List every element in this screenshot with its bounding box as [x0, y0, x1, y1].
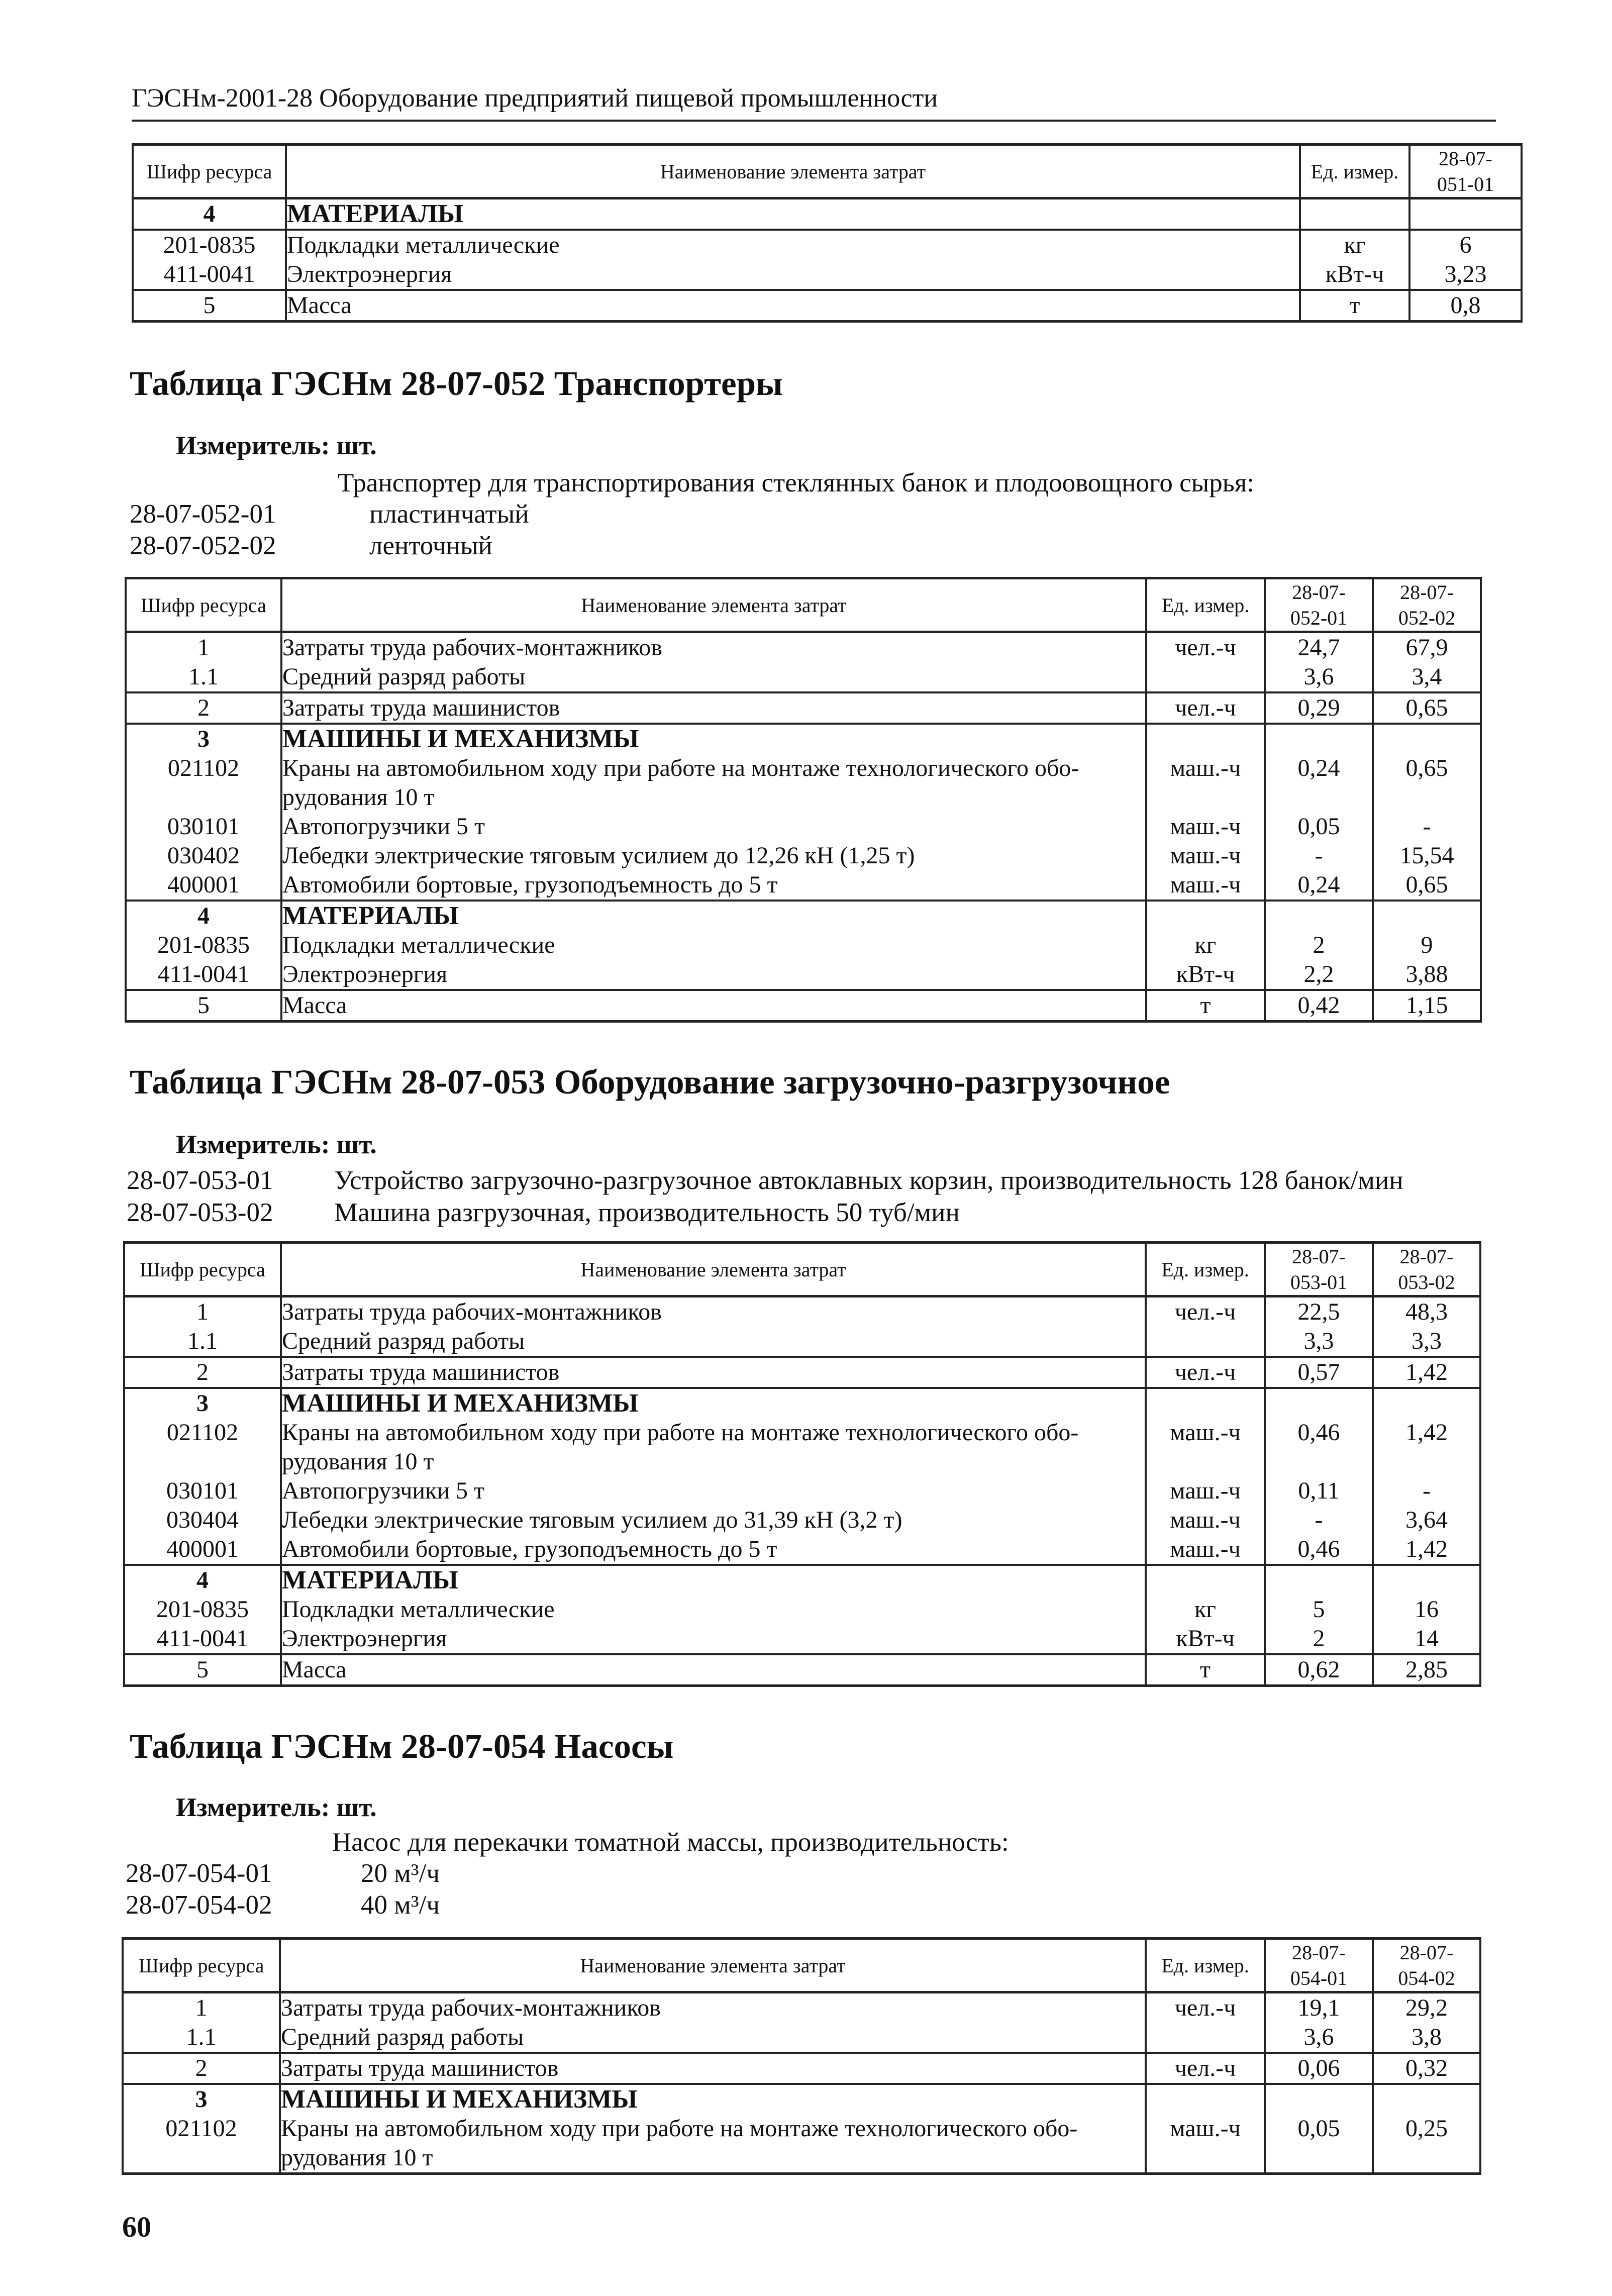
- unit-of-measure: кВт-ч: [1300, 260, 1409, 290]
- unit-of-measure: кг: [1146, 1595, 1265, 1624]
- unit-of-measure: [1146, 1327, 1265, 1357]
- table-row: [123, 2023, 1480, 2053]
- unit-of-measure: [1146, 2084, 1265, 2114]
- cost-item-name: [281, 1506, 1146, 1535]
- unit-of-measure: чел.-ч: [1146, 1357, 1265, 1388]
- norm-value: 0,05: [1265, 812, 1373, 841]
- table-row: [124, 1296, 1480, 1327]
- unit-of-measure: чел.-ч: [1146, 632, 1265, 663]
- table-row: [124, 1506, 1480, 1535]
- norm-value: 24,7: [1265, 632, 1373, 663]
- cost-item-name-line: Затраты труда машинистов: [281, 2055, 559, 2081]
- cost-item-name: [280, 2023, 1146, 2053]
- cost-item-name-line: рудования 10 т: [282, 784, 435, 811]
- header-code: Шифр ресурса: [126, 578, 281, 632]
- header-col-code-line: 28-07-: [1439, 147, 1492, 170]
- cost-item-name-line: Масса: [287, 292, 352, 319]
- unit-of-measure: маш.-ч: [1146, 1476, 1265, 1506]
- norm-value: -: [1373, 812, 1481, 841]
- cost-item-name-line: рудования 10 т: [282, 1448, 434, 1475]
- norm-value: 67,9: [1373, 632, 1481, 663]
- resource-code: 021102: [124, 1418, 281, 1476]
- cost-item-name: [281, 632, 1146, 663]
- resource-code: 2: [124, 1357, 281, 1388]
- item-code-053-01: 28-07-053-01: [127, 1166, 273, 1195]
- norm-value: 0,65: [1373, 692, 1481, 724]
- resource-code: 201-0835: [126, 931, 281, 960]
- table-row: [126, 960, 1481, 990]
- cost-item-name-line: Электроэнергия: [282, 1625, 447, 1652]
- norm-value: 3,3: [1265, 1327, 1373, 1357]
- group-heading: [281, 1388, 1146, 1418]
- norm-value: 9: [1373, 931, 1481, 960]
- header-name: Наименование элемента затрат: [286, 145, 1300, 198]
- cost-item-name-line: Затраты труда рабочих-монтажников: [282, 634, 662, 661]
- header-unit: Ед. измер.: [1146, 1939, 1265, 1992]
- cost-item-name-line: МАШИНЫ И МЕХАНИЗМЫ: [282, 1389, 639, 1418]
- header-col-code: [1265, 1243, 1373, 1296]
- norm-value: 0,29: [1265, 692, 1373, 724]
- table-052: [125, 577, 1482, 1023]
- item-text-053-02: Машина разгрузочная, производительность 50 туб/мин: [334, 1198, 960, 1227]
- norm-value: 2,85: [1373, 1654, 1480, 1686]
- norm-value: [1409, 198, 1522, 230]
- cost-item-name-line: Краны на автомобильном ходу при работе на монтаже технологического обо-: [282, 755, 1079, 781]
- table-row: [133, 230, 1522, 260]
- header-col-code: [1265, 1939, 1373, 1992]
- resource-code: 3: [123, 2084, 280, 2114]
- header-col-code: [1373, 1243, 1480, 1296]
- resource-code: 030404: [124, 1506, 281, 1535]
- cost-item-name-line: МАТЕРИАЛЫ: [282, 1566, 458, 1594]
- table-row: [126, 724, 1481, 754]
- norm-value: 3,6: [1265, 2023, 1373, 2053]
- norm-value: 22,5: [1265, 1296, 1373, 1327]
- header-col-code-line: 053-02: [1398, 1271, 1455, 1293]
- item-text-052-02: ленточный: [369, 531, 492, 560]
- resource-code: 400001: [126, 870, 281, 901]
- unit-of-measure: кВт-ч: [1146, 960, 1265, 990]
- cost-item-name-line: Средний разряд работы: [281, 2024, 524, 2050]
- cost-item-name-line: Автопогрузчики 5 т: [282, 1477, 485, 1504]
- norm-value: 0,46: [1265, 1535, 1373, 1565]
- norm-value: 0,65: [1373, 870, 1481, 901]
- cost-item-name-line: МАШИНЫ И МЕХАНИЗМЫ: [281, 2085, 638, 2114]
- resource-code: 021102: [126, 754, 281, 812]
- norm-value: [1265, 2084, 1373, 2114]
- header-name: Наименование элемента затрат: [280, 1939, 1146, 1992]
- unit-of-measure: [1146, 1565, 1265, 1595]
- cost-item-name: [281, 870, 1146, 901]
- table-row: [126, 990, 1481, 1022]
- norm-value: 29,2: [1373, 1992, 1480, 2023]
- cost-item-name-line: Затраты труда рабочих-монтажников: [281, 1994, 661, 2021]
- unit-of-measure: маш.-ч: [1146, 1418, 1265, 1476]
- group-heading: [281, 1565, 1146, 1595]
- norm-value: 0,57: [1265, 1357, 1373, 1388]
- table-row: [133, 260, 1522, 290]
- resource-code: 4: [133, 198, 286, 230]
- unit-of-measure: чел.-ч: [1146, 692, 1265, 724]
- unit-of-measure: маш.-ч: [1146, 1506, 1265, 1535]
- norm-value: 3,64: [1373, 1506, 1480, 1535]
- header-code: Шифр ресурса: [133, 145, 286, 198]
- table-054: [122, 1937, 1481, 2175]
- unit-of-measure: маш.-ч: [1146, 2114, 1265, 2174]
- cost-item-name: [280, 2114, 1146, 2174]
- norm-value: 14: [1373, 1624, 1480, 1654]
- norm-value: -: [1373, 1476, 1480, 1506]
- table-row: [124, 1624, 1480, 1654]
- norm-value: 3,6: [1265, 662, 1373, 692]
- table-header-row: [133, 145, 1522, 198]
- cost-item-name: [281, 1654, 1146, 1686]
- running-head: ГЭСНм-2001-28 Оборудование предприятий пищевой промышленности: [132, 79, 1496, 122]
- header-col-code: [1373, 578, 1481, 632]
- unit-of-measure: маш.-ч: [1146, 841, 1265, 870]
- norm-value: 15,54: [1373, 841, 1481, 870]
- cost-item-name: [281, 1535, 1146, 1565]
- header-col-code-line: 053-01: [1290, 1271, 1348, 1293]
- header-unit: Ед. измер.: [1300, 145, 1409, 198]
- header-col-code-line: 28-07-: [1292, 1941, 1346, 1964]
- table-row: [124, 1565, 1480, 1595]
- unit-of-measure: т: [1300, 290, 1409, 322]
- norm-value: [1373, 724, 1481, 754]
- table-row: [124, 1595, 1480, 1624]
- table-row: [123, 1992, 1480, 2023]
- resource-code: 5: [133, 290, 286, 322]
- unit-of-measure: кг: [1146, 931, 1265, 960]
- group-heading: [280, 2084, 1146, 2114]
- table-row: [124, 1476, 1480, 1506]
- norm-value: 1,15: [1373, 990, 1481, 1022]
- intro-054: Насос для перекачки томатной массы, производительность:: [332, 1828, 1009, 1857]
- resource-code: 1.1: [126, 662, 281, 692]
- norm-value: 0,46: [1265, 1418, 1373, 1476]
- norm-value: 0,8: [1409, 290, 1522, 322]
- item-code-054-01: 28-07-054-01: [126, 1859, 272, 1888]
- norm-value: 2: [1265, 1624, 1373, 1654]
- resource-code: 411-0041: [133, 260, 286, 290]
- cost-item-name-line: Подкладки металлические: [287, 232, 560, 258]
- table-row: [126, 901, 1481, 931]
- norm-value: 0,05: [1265, 2114, 1373, 2174]
- cost-item-name: [281, 1418, 1146, 1476]
- page-number: 60: [122, 2211, 151, 2243]
- header-col-code: [1409, 145, 1522, 198]
- cost-item-name-line: Краны на автомобильном ходу при работе на монтаже технологического обо-: [282, 1419, 1079, 1446]
- cost-item-name: [281, 990, 1146, 1022]
- item-text-053-01: Устройство загрузочно-разгрузочное автоклавных корзин, производительность 128 банок/мин: [334, 1166, 1403, 1195]
- cost-item-name-line: рудования 10 т: [281, 2144, 433, 2171]
- table-051-tail: [132, 143, 1523, 323]
- header-col-code-line: 054-01: [1290, 1967, 1348, 1989]
- header-name: Наименование элемента затрат: [281, 1243, 1146, 1296]
- unit-of-measure: чел.-ч: [1146, 1992, 1265, 2023]
- resource-code: 400001: [124, 1535, 281, 1565]
- norm-value: [1373, 2084, 1480, 2114]
- cost-item-name-line: Средний разряд работы: [282, 1328, 525, 1354]
- norm-value: [1265, 1388, 1373, 1418]
- norm-value: -: [1265, 841, 1373, 870]
- table-header-row: [124, 1243, 1480, 1296]
- unit-of-measure: маш.-ч: [1146, 754, 1265, 812]
- item-code-053-02: 28-07-053-02: [127, 1198, 273, 1227]
- cost-item-name: [286, 230, 1300, 260]
- table-header-row: [126, 578, 1481, 632]
- measure-053: Измеритель: шт.: [176, 1130, 377, 1159]
- resource-code: 4: [124, 1565, 281, 1595]
- resource-code: 4: [126, 901, 281, 931]
- cost-item-name-line: Электроэнергия: [282, 961, 448, 987]
- table-053: [123, 1241, 1481, 1687]
- resource-code: 030101: [124, 1476, 281, 1506]
- group-heading: [281, 724, 1146, 754]
- norm-value: 3,4: [1373, 662, 1481, 692]
- resource-code: 1.1: [123, 2023, 280, 2053]
- resource-code: 411-0041: [124, 1624, 281, 1654]
- unit-of-measure: маш.-ч: [1146, 870, 1265, 901]
- header-unit: Ед. измер.: [1146, 578, 1265, 632]
- resource-code: 1.1: [124, 1327, 281, 1357]
- header-col-code-line: 052-01: [1290, 607, 1348, 629]
- item-code-054-02: 28-07-054-02: [126, 1890, 272, 1920]
- unit-of-measure: маш.-ч: [1146, 812, 1265, 841]
- cost-item-name-line: Масса: [282, 992, 347, 1019]
- header-unit: Ед. измер.: [1146, 1243, 1265, 1296]
- section-title-053: Таблица ГЭСНм 28-07-053 Оборудование загрузочно-разгрузочное: [130, 1063, 1170, 1101]
- norm-value: 1,42: [1373, 1535, 1480, 1565]
- cost-item-name-line: Автомобили бортовые, грузоподъемность до 5 т: [282, 1536, 777, 1562]
- header-col-code-line: 28-07-: [1399, 1941, 1454, 1964]
- norm-value: 6: [1409, 230, 1522, 260]
- unit-of-measure: кг: [1300, 230, 1409, 260]
- cost-item-name-line: Подкладки металлические: [282, 932, 555, 958]
- cost-item-name-line: Лебедки электрические тяговым усилием до 31,39 кН (3,2 т): [282, 1507, 902, 1533]
- header-col-code-line: 054-02: [1398, 1967, 1455, 1989]
- table-row: [124, 1535, 1480, 1565]
- measure-052: Измеритель: шт.: [176, 431, 377, 460]
- norm-value: 5: [1265, 1595, 1373, 1624]
- resource-code: 1: [123, 1992, 280, 2023]
- table-row: [126, 812, 1481, 841]
- norm-value: 0,24: [1265, 754, 1373, 812]
- norm-value: [1265, 724, 1373, 754]
- resource-code: 3: [124, 1388, 281, 1418]
- item-code-052-02: 28-07-052-02: [130, 531, 276, 560]
- cost-item-name-line: МАТЕРИАЛЫ: [287, 199, 463, 228]
- cost-item-name-line: Подкладки металлические: [282, 1596, 555, 1623]
- cost-item-name: [286, 290, 1300, 322]
- cost-item-name-line: Затраты труда машинистов: [282, 1359, 560, 1385]
- unit-of-measure: [1300, 198, 1409, 230]
- cost-item-name: [280, 1992, 1146, 2023]
- cost-item-name: [281, 1357, 1146, 1388]
- norm-value: 3,3: [1373, 1327, 1480, 1357]
- header-col-code-line: 28-07-: [1292, 1245, 1346, 1268]
- norm-value: 3,88: [1373, 960, 1481, 990]
- cost-item-name-line: Затраты труда рабочих-монтажников: [282, 1299, 662, 1325]
- resource-code: 201-0835: [133, 230, 286, 260]
- unit-of-measure: кВт-ч: [1146, 1624, 1265, 1654]
- table-row: [123, 2084, 1480, 2114]
- header-col-code-line: 28-07-: [1399, 1245, 1454, 1268]
- resource-code: 5: [124, 1654, 281, 1686]
- table-row: [126, 841, 1481, 870]
- norm-value: [1373, 1565, 1480, 1595]
- resource-code: 411-0041: [126, 960, 281, 990]
- norm-value: 0,06: [1265, 2053, 1373, 2084]
- cost-item-name: [281, 754, 1146, 812]
- unit-of-measure: [1146, 724, 1265, 754]
- header-col-code: [1265, 578, 1373, 632]
- cost-item-name: [286, 260, 1300, 290]
- cost-item-name-line: МАШИНЫ И МЕХАНИЗМЫ: [282, 725, 639, 753]
- resource-code: 3: [126, 724, 281, 754]
- cost-item-name-line: Автомобили бортовые, грузоподъемность до 5 т: [282, 871, 778, 898]
- header-name: Наименование элемента затрат: [281, 578, 1146, 632]
- norm-value: 0,24: [1265, 870, 1373, 901]
- unit-of-measure: [1146, 662, 1265, 692]
- table-row: [124, 1418, 1480, 1476]
- cost-item-name-line: Автопогрузчики 5 т: [282, 813, 485, 840]
- norm-value: [1265, 1565, 1373, 1595]
- header-code: Шифр ресурса: [123, 1939, 280, 1992]
- norm-value: 0,62: [1265, 1654, 1373, 1686]
- table-row: [133, 290, 1522, 322]
- norm-value: 0,11: [1265, 1476, 1373, 1506]
- norm-value: 0,65: [1373, 754, 1481, 812]
- table-row: [123, 2114, 1480, 2174]
- table-header-row: [123, 1939, 1480, 1992]
- unit-of-measure: [1146, 901, 1265, 931]
- cost-item-name-line: Лебедки электрические тяговым усилием до 12,26 кН (1,25 т): [282, 842, 915, 869]
- unit-of-measure: т: [1146, 1654, 1265, 1686]
- cost-item-name-line: Краны на автомобильном ходу при работе на монтаже технологического обо-: [281, 2115, 1078, 2142]
- norm-value: 2,2: [1265, 960, 1373, 990]
- resource-code: 021102: [123, 2114, 280, 2174]
- resource-code: 2: [126, 692, 281, 724]
- norm-value: 0,42: [1265, 990, 1373, 1022]
- norm-value: 19,1: [1265, 1992, 1373, 2023]
- header-col-code-line: 28-07-: [1400, 581, 1454, 604]
- header-col-code-line: 28-07-: [1292, 581, 1346, 604]
- section-title-054: Таблица ГЭСНм 28-07-054 Насосы: [130, 1727, 674, 1765]
- section-title-052: Таблица ГЭСНм 28-07-052 Транспортеры: [130, 364, 783, 403]
- cost-item-name-line: Средний разряд работы: [282, 663, 526, 690]
- header-col-code-line: 051-01: [1437, 173, 1494, 195]
- table-row: [124, 1357, 1480, 1388]
- table-row: [133, 198, 1522, 230]
- header-code: Шифр ресурса: [124, 1243, 281, 1296]
- resource-code: 030101: [126, 812, 281, 841]
- cost-item-name: [280, 2053, 1146, 2084]
- item-text-054-01: 20 м³/ч: [361, 1859, 440, 1888]
- norm-value: 3,8: [1373, 2023, 1480, 2053]
- header-col-code: [1373, 1939, 1480, 1992]
- measure-054: Измеритель: шт.: [176, 1793, 377, 1822]
- table-row: [126, 931, 1481, 960]
- norm-value: 16: [1373, 1595, 1480, 1624]
- table-row: [126, 632, 1481, 663]
- unit-of-measure: [1146, 1388, 1265, 1418]
- unit-of-measure: маш.-ч: [1146, 1535, 1265, 1565]
- cost-item-name: [281, 960, 1146, 990]
- unit-of-measure: [1146, 2023, 1265, 2053]
- table-row: [126, 870, 1481, 901]
- table-row: [126, 662, 1481, 692]
- cost-item-name: [281, 692, 1146, 724]
- norm-value: 2: [1265, 931, 1373, 960]
- resource-code: 1: [124, 1296, 281, 1327]
- item-text-054-02: 40 м³/ч: [361, 1890, 440, 1920]
- cost-item-name-line: Масса: [282, 1656, 347, 1683]
- cost-item-name: [281, 1624, 1146, 1654]
- resource-code: 2: [123, 2053, 280, 2084]
- cost-item-name: [281, 812, 1146, 841]
- norm-value: [1373, 1388, 1480, 1418]
- table-row: [123, 2053, 1480, 2084]
- cost-item-name: [281, 1595, 1146, 1624]
- cost-item-name-line: Электроэнергия: [287, 261, 452, 287]
- unit-of-measure: чел.-ч: [1146, 1296, 1265, 1327]
- table-row: [126, 692, 1481, 724]
- unit-of-measure: чел.-ч: [1146, 2053, 1265, 2084]
- norm-value: [1265, 901, 1373, 931]
- resource-code: 1: [126, 632, 281, 663]
- norm-value: 1,42: [1373, 1418, 1480, 1476]
- item-text-052-01: пластинчатый: [369, 500, 529, 529]
- unit-of-measure: т: [1146, 990, 1265, 1022]
- cost-item-name: [281, 1327, 1146, 1357]
- item-code-052-01: 28-07-052-01: [130, 500, 276, 529]
- group-heading: [286, 198, 1300, 230]
- cost-item-name: [281, 931, 1146, 960]
- table-row: [126, 754, 1481, 812]
- resource-code: 030402: [126, 841, 281, 870]
- cost-item-name-line: МАТЕРИАЛЫ: [282, 902, 459, 930]
- table-row: [124, 1654, 1480, 1686]
- table-row: [124, 1388, 1480, 1418]
- norm-value: 0,32: [1373, 2053, 1480, 2084]
- resource-code: 201-0835: [124, 1595, 281, 1624]
- header-col-code-line: 052-02: [1398, 607, 1456, 629]
- norm-value: 3,23: [1409, 260, 1522, 290]
- resource-code: 5: [126, 990, 281, 1022]
- norm-value: 1,42: [1373, 1357, 1480, 1388]
- norm-value: [1373, 901, 1481, 931]
- group-heading: [281, 901, 1146, 931]
- intro-052: Транспортер для транспортирования стеклянных банок и плодоовощного сырья:: [338, 468, 1255, 497]
- cost-item-name: [281, 662, 1146, 692]
- norm-value: 48,3: [1373, 1296, 1480, 1327]
- norm-value: 0,25: [1373, 2114, 1480, 2174]
- cost-item-name: [281, 1476, 1146, 1506]
- table-row: [124, 1327, 1480, 1357]
- cost-item-name: [281, 1296, 1146, 1327]
- norm-value: -: [1265, 1506, 1373, 1535]
- cost-item-name: [281, 841, 1146, 870]
- cost-item-name-line: Затраты труда машинистов: [282, 694, 560, 721]
